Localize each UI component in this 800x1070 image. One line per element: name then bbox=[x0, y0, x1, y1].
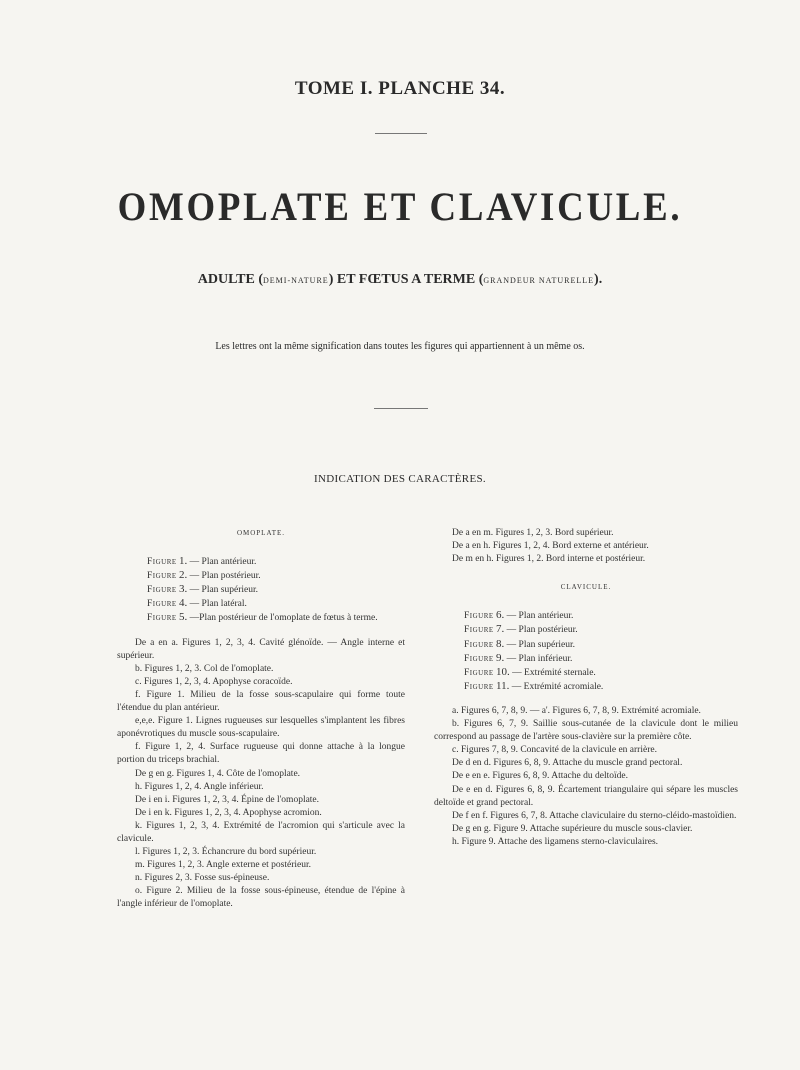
legend-entry: De g en g. Figures 1, 4. Côte de l'omoplate. bbox=[135, 768, 301, 779]
subtitle-scale-b: GRANDEUR NATURELLE bbox=[483, 276, 595, 285]
figure-number: 3. bbox=[179, 583, 188, 596]
legend-entry: De m en h. Figures 1, 2. Bord interne et postérieur. bbox=[452, 554, 646, 565]
figure-number: 4. bbox=[179, 597, 188, 610]
figure-label: Figure bbox=[147, 613, 177, 624]
legend-entry: e,e,e. Figure 1. Lignes rugueuses sur lesquelles s'implantent les fibres aponévrotiques du muscle sous-scapulaire. bbox=[117, 716, 405, 740]
legend-entry: De i en k. Figures 1, 2, 3, 4. Apophyse acromion. bbox=[135, 807, 322, 818]
figure-label: Figure bbox=[464, 611, 494, 622]
legend-entry: De e en e. Figures 6, 8, 9. Attache du deltoïde. bbox=[452, 771, 628, 782]
legend-entry: De i en i. Figures 1, 2, 3, 4. Épine de l'omoplate. bbox=[135, 794, 320, 805]
legend-entry: h. Figure 9. Attache des ligamens sterno-claviculaires. bbox=[452, 836, 659, 847]
legend-entry: n. Figures 2, 3. Fosse sus-épineuse. bbox=[135, 873, 270, 884]
figure-entry bbox=[147, 611, 405, 625]
legend-entry: De a en h. Figures 1, 2, 4. Bord externe et antérieur. bbox=[452, 541, 649, 552]
clavicule-heading: CLAVICULE. bbox=[560, 583, 612, 592]
legend-entry: m. Figures 1, 2, 3. Angle externe et postérieur. bbox=[135, 860, 311, 871]
figure-entry bbox=[464, 623, 738, 637]
figure-label: Figure bbox=[464, 653, 494, 664]
figure-label: Figure bbox=[147, 585, 177, 596]
figure-number: 6. bbox=[496, 609, 505, 622]
page-title: OMOPLATE ET CLAVICULE. bbox=[117, 184, 683, 229]
figure-entry bbox=[147, 583, 405, 597]
legend-entry: h. Figures 1, 2, 4. Angle inférieur. bbox=[135, 781, 264, 792]
figure-number: 9. bbox=[496, 651, 505, 664]
omoplate-legend bbox=[117, 637, 405, 912]
figure-number: 10. bbox=[496, 665, 510, 678]
figure-entry bbox=[464, 666, 738, 680]
figure-label: Figure bbox=[147, 557, 177, 568]
figure-label: Figure bbox=[147, 599, 177, 610]
figure-number: 11. bbox=[496, 679, 510, 692]
legend-entry: De d en d. Figures 6, 8, 9. Attache du muscle grand pectoral. bbox=[452, 758, 683, 769]
figure-entry bbox=[147, 555, 405, 569]
figure-label: Figure bbox=[464, 667, 494, 678]
divider-middle bbox=[374, 408, 428, 409]
legend-entry: o. Figure 2. Milieu de la fosse sous-épineuse, étendue de l'épine à l'angle inférieur de l'omoplate. bbox=[117, 886, 405, 910]
clavicule-legend bbox=[434, 705, 738, 849]
legend-entry: De a en m. Figures 1, 2, 3. Bord supérieur. bbox=[452, 528, 614, 538]
figure-caption: — Plan supérieur. bbox=[504, 639, 576, 650]
legend-entry: De e en d. Figures 6, 8, 9. Écartement triangulaire qui sépare les muscles deltoïde et grand pectoral. bbox=[434, 784, 738, 808]
omoplate-heading: OMOPLATE. bbox=[236, 529, 286, 537]
figure-number: 7. bbox=[496, 623, 505, 636]
right-column bbox=[434, 527, 738, 849]
divider-top bbox=[375, 133, 427, 134]
subtitle-part-a: ADULTE ( bbox=[197, 272, 264, 287]
subtitle bbox=[0, 272, 800, 288]
legend-entry: b. Figures 6, 7, 9. Saillie sous-cutanée de la clavicule dont le milieu correspond au passage de l'artère sous-clavière sur la première côte. bbox=[434, 719, 738, 743]
figure-caption: — Plan inférieur. bbox=[504, 653, 573, 664]
legend-entry: f. Figure 1, 2, 4. Surface rugueuse qui donne attache à la longue portion du triceps brachial. bbox=[117, 742, 405, 766]
figure-entry bbox=[147, 569, 405, 583]
left-column bbox=[117, 527, 405, 912]
figure-entry bbox=[464, 652, 738, 666]
figure-caption: —Plan postérieur de l'omoplate de fœtus à terme. bbox=[187, 613, 378, 624]
section-heading: INDICATION DES CARACTÈRES. bbox=[314, 473, 486, 485]
omoplate-legend-continued bbox=[434, 527, 738, 566]
legend-entry: c. Figures 1, 2, 3, 4. Apophyse coracoïde. bbox=[135, 676, 293, 687]
figure-entry bbox=[464, 638, 738, 652]
clavicule-figure-list bbox=[434, 609, 738, 694]
omoplate-figure-list bbox=[117, 555, 405, 625]
legend-entry: k. Figures 1, 2, 3, 4. Extrémité de l'acromion qui s'articule avec la clavicule. bbox=[117, 820, 405, 844]
figure-number: 1. bbox=[179, 555, 188, 568]
figure-caption: — Extrémité acromiale. bbox=[509, 681, 604, 692]
legend-entry: c. Figures 7, 8, 9. Concavité de la clavicule en arrière. bbox=[452, 745, 657, 756]
figure-entry bbox=[464, 609, 738, 623]
legend-entry: De f en f. Figures 6, 7, 8. Attache claviculaire du sterno-cléido-mastoïdien. bbox=[452, 810, 737, 821]
plate-number: TOME I. PLANCHE 34. bbox=[294, 78, 506, 99]
figure-label: Figure bbox=[464, 639, 494, 650]
figure-caption: — Plan antérieur. bbox=[504, 611, 574, 622]
legend-entry: De a en a. Figures 1, 2, 3, 4. Cavité glénoïde. — Angle interne et supérieur. bbox=[117, 637, 405, 661]
figure-caption: — Plan latéral. bbox=[187, 599, 247, 610]
legend-entry: b. Figures 1, 2, 3. Col de l'omoplate. bbox=[135, 663, 274, 674]
figure-number: 5. bbox=[179, 611, 188, 624]
subtitle-part-c: ). bbox=[594, 272, 603, 287]
figure-label: Figure bbox=[464, 625, 494, 636]
figure-caption: — Plan postérieur. bbox=[504, 625, 578, 636]
legend-entry: a. Figures 6, 7, 8, 9. — a'. Figures 6, 7, 8, 9. Extrémité acromiale. bbox=[452, 705, 701, 716]
figure-caption: — Extrémité sternale. bbox=[509, 667, 596, 678]
figure-number: 2. bbox=[179, 569, 188, 582]
figure-entry bbox=[464, 680, 738, 694]
subtitle-scale-a: DEMI-NATURE bbox=[263, 276, 329, 285]
figure-label: Figure bbox=[147, 571, 177, 582]
subtitle-part-b: ) ET FŒTUS A TERME ( bbox=[328, 272, 484, 287]
legend-entry: l. Figures 1, 2, 3. Échancrure du bord supérieur. bbox=[135, 847, 317, 858]
figure-caption: — Plan postérieur. bbox=[187, 571, 261, 582]
legend-entry: De g en g. Figure 9. Attache supérieure du muscle sous-clavier. bbox=[452, 823, 693, 834]
figure-caption: — Plan antérieur. bbox=[187, 557, 257, 568]
legend-entry: f. Figure 1. Milieu de la fosse sous-scapulaire qui forme toute l'étendue du plan antérieur. bbox=[117, 689, 405, 714]
figure-entry bbox=[147, 597, 405, 611]
figure-caption: — Plan supérieur. bbox=[187, 585, 259, 596]
figure-label: Figure bbox=[464, 681, 494, 692]
figure-number: 8. bbox=[496, 637, 505, 650]
intro-note: Les lettres ont la même signification dans toutes les figures qui appartiennent à un même os. bbox=[215, 341, 585, 352]
